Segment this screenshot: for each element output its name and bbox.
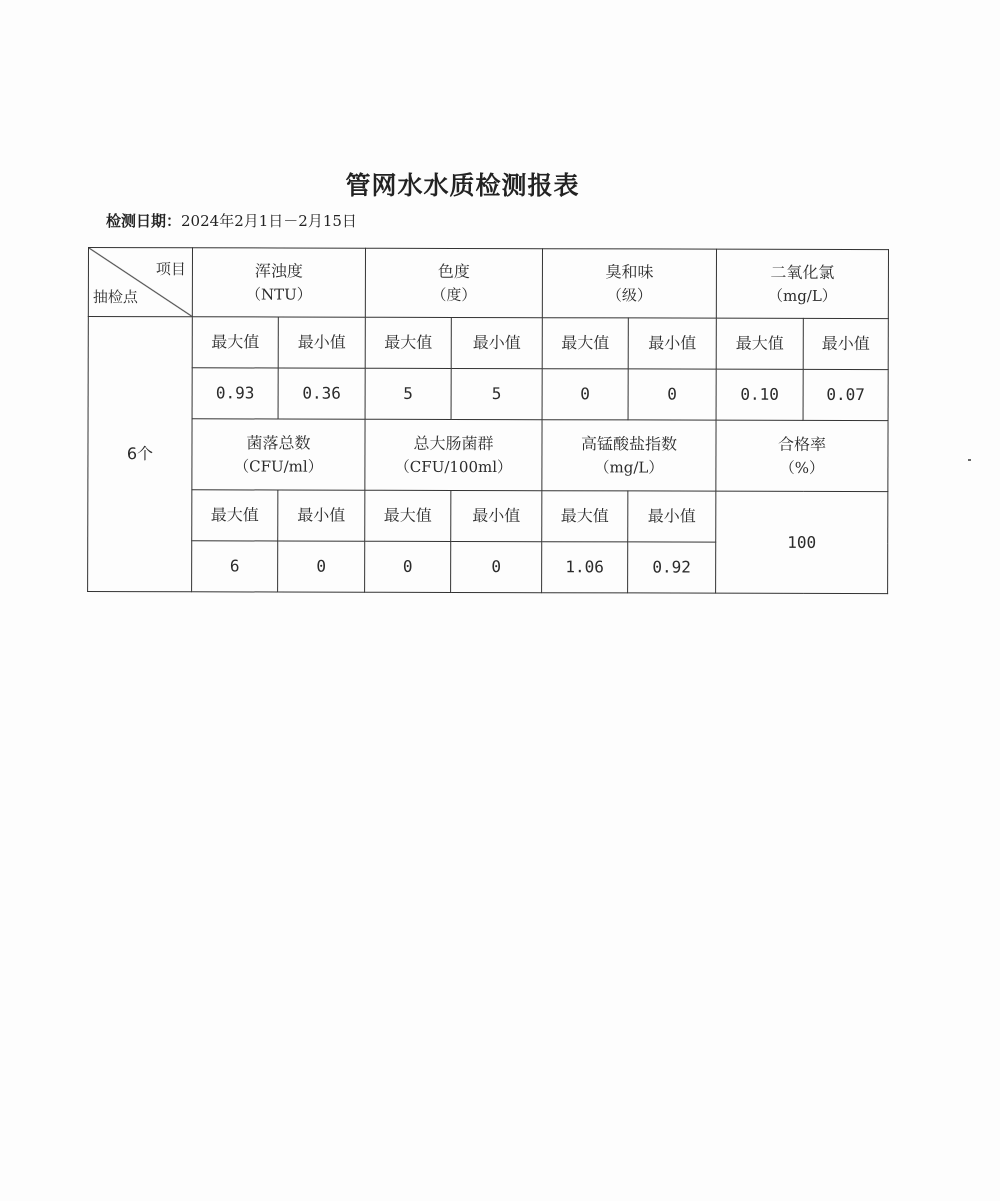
- max-label: 最大值: [192, 317, 278, 368]
- corner-point-label: 抽检点: [92, 287, 138, 306]
- min-label: 最小值: [628, 491, 716, 542]
- max-label: 最大值: [365, 317, 451, 368]
- header-pass-rate: [716, 420, 888, 491]
- value-row-1: [88, 368, 888, 421]
- min-label: 最小值: [278, 490, 365, 541]
- colony-count-max: 6: [192, 541, 278, 592]
- turbidity-name: 浑浊度: [254, 261, 303, 281]
- color-min: 5: [451, 368, 542, 419]
- turbidity-min: 0.36: [278, 368, 365, 419]
- date-label: 检测日期：: [106, 212, 182, 230]
- header-colony-count: [192, 419, 365, 490]
- permanganate-min: 0.92: [628, 542, 716, 593]
- colony-count-unit: （CFU/ml）: [234, 457, 323, 476]
- pass-rate-value: 100: [716, 491, 888, 593]
- header-permanganate: [542, 420, 716, 491]
- max-label: 最大值: [192, 490, 278, 541]
- header-turbidity: [192, 248, 365, 317]
- minmax-row-1: [88, 317, 888, 370]
- colony-count-min: 0: [278, 541, 365, 592]
- scan-speck: [968, 459, 971, 461]
- colony-count-name: 菌落总数: [246, 433, 311, 453]
- diagonal-header: [89, 248, 192, 316]
- odor-min: 0: [628, 369, 716, 420]
- color-max: 5: [365, 368, 451, 419]
- turbidity-unit: （NTU）: [245, 285, 312, 304]
- color-name: 色度: [437, 261, 470, 281]
- coliform-max: 0: [365, 541, 451, 592]
- date-line: [106, 210, 357, 231]
- corner-cell: [88, 248, 192, 317]
- water-quality-table: [87, 247, 889, 594]
- max-label: 最大值: [716, 318, 803, 369]
- max-label: 最大值: [542, 491, 628, 542]
- odor-max: 0: [542, 369, 628, 420]
- header-color: [365, 248, 542, 317]
- chlorine-dioxide-max: 0.10: [716, 369, 803, 420]
- color-unit: （度）: [431, 285, 477, 304]
- max-label: 最大值: [365, 490, 451, 541]
- min-label: 最小值: [278, 317, 365, 368]
- minmax-row-2: [88, 490, 888, 543]
- coliform-name: 总大肠菌群: [413, 433, 494, 453]
- odor-unit: （级）: [606, 286, 652, 305]
- coliform-min: 0: [451, 541, 542, 592]
- header-row-1: [88, 248, 888, 319]
- turbidity-max: 0.93: [192, 368, 278, 419]
- min-label: 最小值: [628, 318, 716, 369]
- sample-count: 6个: [88, 317, 193, 592]
- chlorine-dioxide-name: 二氧化氯: [770, 262, 835, 282]
- header-odor: [542, 249, 716, 318]
- header-chlorine-dioxide: [716, 249, 888, 318]
- corner-item-label: 项目: [155, 260, 186, 279]
- min-label: 最小值: [451, 490, 542, 541]
- min-label: 最小值: [803, 318, 888, 369]
- header-coliform: [365, 419, 542, 490]
- pass-rate-unit: （%）: [779, 458, 825, 477]
- coliform-unit: （CFU/100ml）: [394, 457, 513, 476]
- report-title: 管网水水质检测报表: [345, 171, 580, 200]
- min-label: 最小值: [451, 317, 542, 368]
- permanganate-unit: （mg/L）: [594, 458, 664, 477]
- header-row-2: [88, 419, 888, 492]
- odor-name: 臭和味: [605, 262, 654, 282]
- permanganate-max: 1.06: [542, 542, 628, 593]
- date-value: 2024年2月1日－2月15日: [181, 212, 357, 230]
- pass-rate-name: 合格率: [777, 434, 827, 454]
- max-label: 最大值: [542, 318, 628, 369]
- chlorine-dioxide-min: 0.07: [803, 369, 888, 420]
- permanganate-name: 高锰酸盐指数: [580, 434, 678, 454]
- chlorine-dioxide-unit: （mg/L）: [767, 286, 837, 305]
